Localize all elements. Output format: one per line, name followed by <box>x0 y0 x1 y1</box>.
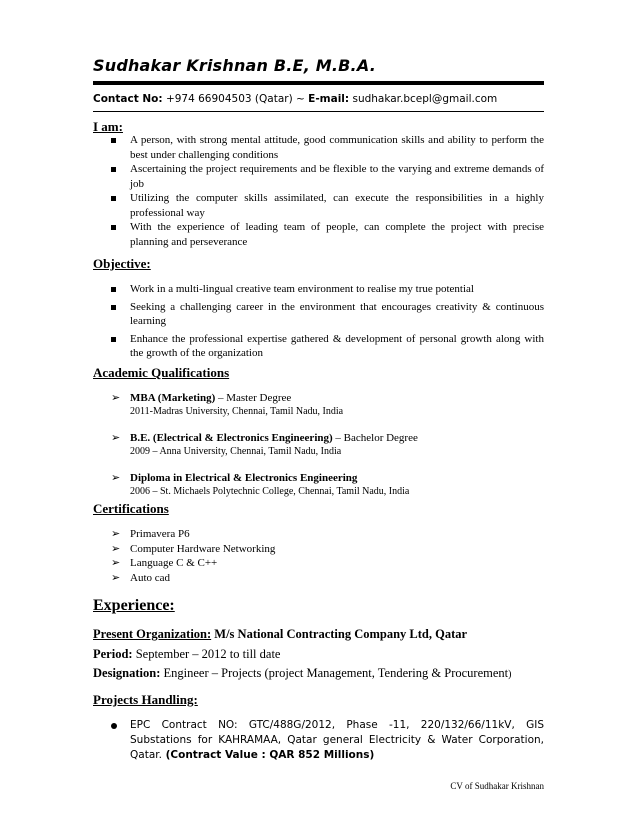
list-item: A person, with strong mental attitude, good communication skills and ability to perform the best under challenging conditions <box>93 133 544 162</box>
arrow-bullet-icon: ➢ <box>111 542 121 555</box>
arrow-bullet-icon: ➢ <box>111 432 121 444</box>
contact-label: Contact No: <box>93 93 163 105</box>
certifications-list <box>93 527 544 585</box>
list-item: ➢ Primavera P6 <box>111 528 190 540</box>
projects-list <box>93 718 544 763</box>
contact-line <box>93 93 497 105</box>
list-item: Enhance the professional expertise gathered & development of personal growth along with the growth of the organization <box>93 332 544 361</box>
section-heading-certifications: Certifications <box>93 501 169 516</box>
list-item: Work in a multi-lingual creative team environment to realise my true potential <box>93 282 544 297</box>
square-bullet-icon <box>111 196 116 201</box>
list-item: ➢ Diploma in Electrical & Electronics Engineering 2006 – St. Michaels Polytechnic College, Chennai, Tamil Nadu, India <box>111 472 410 497</box>
designation-line: Designation: Engineer – Projects (project Management, Tendering & Procurement) <box>93 666 512 680</box>
arrow-bullet-icon: ➢ <box>111 528 121 540</box>
list-item: With the experience of leading team of people, can complete the project with precise planning and perseverance <box>93 220 544 249</box>
arrow-bullet-icon: ➢ <box>111 392 121 404</box>
square-bullet-icon <box>111 337 116 342</box>
iam-list <box>93 133 544 249</box>
round-bullet-icon <box>111 723 117 729</box>
list-item: ➢ Language C & C++ <box>111 557 218 569</box>
list-item: ➢ Auto cad <box>111 571 171 584</box>
organization-line: Present Organization: M/s National Contracting Company Ltd, Qatar <box>93 627 468 641</box>
square-bullet-icon <box>111 138 116 143</box>
section-heading-academics: Academic Qualifications <box>93 365 230 380</box>
square-bullet-icon <box>111 287 116 292</box>
academics-list <box>93 391 544 499</box>
list-item: EPC Contract NO: GTC/488G/2012, Phase -11, 220/132/66/11kV, GIS Substations for KAHRAMAA, Qatar general Electricity & Water Corporation, Qatar. (Contract Value : QAR 852 Millions) <box>93 718 544 763</box>
candidate-name: Sudhakar Krishnan B.E, M.B.A. <box>93 56 376 75</box>
arrow-bullet-icon: ➢ <box>111 557 121 569</box>
section-heading-projects: Projects Handling: <box>93 692 198 707</box>
email-address: sudhakar.bcepl@gmail.com <box>352 93 498 105</box>
section-heading-objective: Objective: <box>93 256 151 271</box>
header-rule <box>93 81 544 85</box>
square-bullet-icon <box>111 167 116 172</box>
list-item: Ascertaining the project requirements and be flexible to the varying and extreme demands of job <box>93 162 544 191</box>
phone-number: +974 66904503 (Qatar) ~ <box>165 93 305 105</box>
section-heading-iam: I am: <box>93 119 123 134</box>
contact-rule <box>93 111 544 112</box>
section-heading-experience: Experience: <box>93 597 175 614</box>
arrow-bullet-icon: ➢ <box>111 571 121 584</box>
period-line: Period: September – 2012 to till date <box>93 647 281 661</box>
page-footer: CV of Sudhakar Krishnan <box>450 781 544 791</box>
square-bullet-icon <box>111 305 116 310</box>
objective-list <box>93 282 544 361</box>
square-bullet-icon <box>111 225 116 230</box>
list-item: Seeking a challenging career in the environment that encourages creativity & continuous learning <box>93 300 544 329</box>
arrow-bullet-icon: ➢ <box>111 472 121 484</box>
list-item: ➢ B.E. (Electrical & Electronics Engineering) – Bachelor Degree 2009 – Anna University, Chennai, Tamil Nadu, India <box>111 432 418 457</box>
list-item: Utilizing the computer skills assimilated, can execute the responsibilities in a highly professional way <box>93 191 544 220</box>
list-item: ➢ MBA (Marketing) – Master Degree 2011-Madras University, Chennai, Tamil Nadu, India <box>111 392 344 417</box>
email-label: E-mail: <box>308 93 350 105</box>
list-item: ➢ Computer Hardware Networking <box>111 542 276 555</box>
